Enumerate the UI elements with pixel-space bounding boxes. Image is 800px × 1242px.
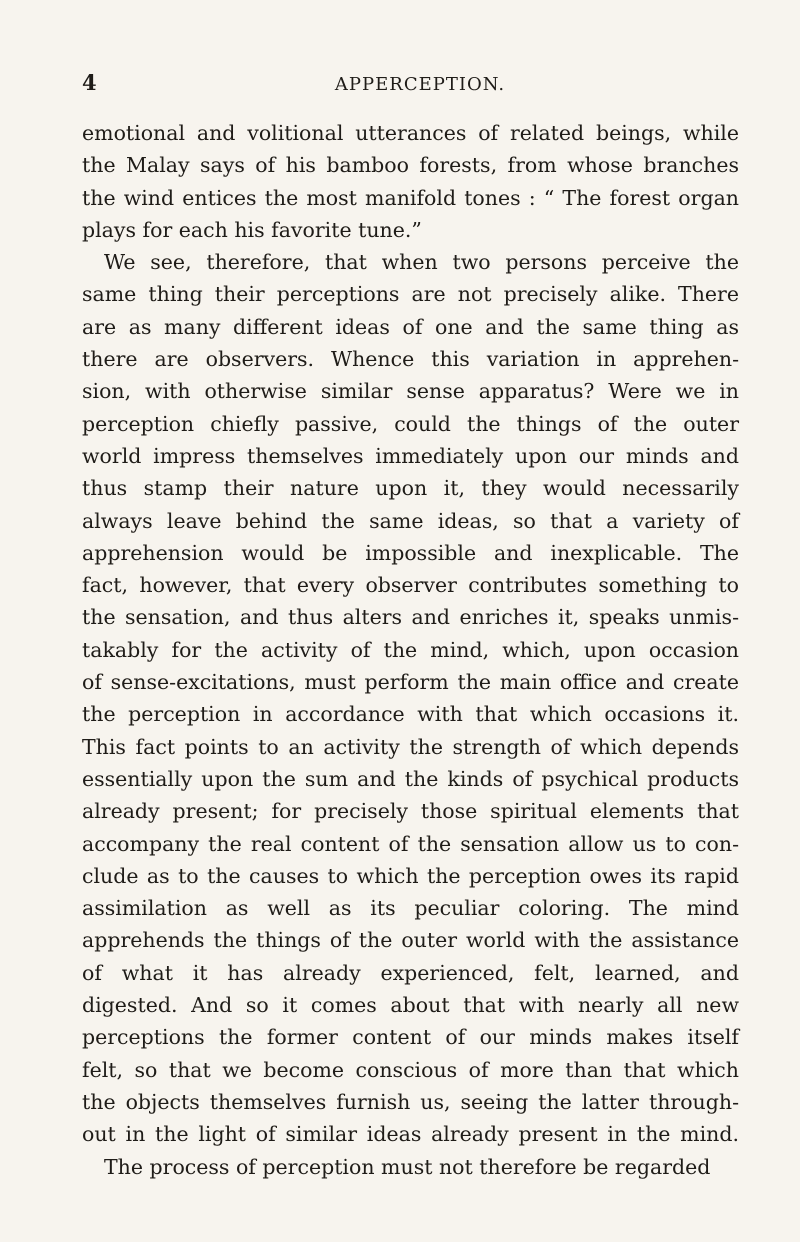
- text-line: assimilation as well as its peculiar coloring. The mind: [82, 896, 739, 921]
- text-line: digested. And so it comes about that with nearly all new: [82, 993, 739, 1018]
- text-line: the wind entices the most manifold tones : “ The forest organ: [82, 185, 739, 210]
- text-line: emotional and volitional utterances of related beings, while: [82, 121, 739, 145]
- text-line: fact, however, that every observer contributes something to: [82, 573, 739, 598]
- text-line: there are observers. Whence this variation in apprehen-: [82, 347, 739, 372]
- page-number: 4: [82, 70, 97, 95]
- paragraph-start-line: We see, therefore, that when two persons perceive the: [104, 250, 739, 275]
- text-line: essentially upon the sum and the kinds of psychical products: [82, 766, 739, 791]
- body-text: [82, 117, 739, 1183]
- text-line: thus stamp their nature upon it, they would necessarily: [82, 476, 739, 501]
- text-line: perception chiefly passive, could the things of the outer: [82, 411, 739, 436]
- text-line: of what it has already experienced, felt, learned, and: [82, 960, 739, 985]
- text-line: always leave behind the same ideas, so that a variety of: [82, 508, 739, 533]
- text-line: the perception in accordance with that which occasions it.: [82, 702, 739, 727]
- text-line: takably for the activity of the mind, which, upon occasion: [82, 637, 739, 662]
- text-line: clude as to the causes to which the perception owes its rapid: [82, 863, 739, 888]
- text-line: are as many different ideas of one and the same thing as: [82, 314, 739, 339]
- text-line: out in the light of similar ideas already present in the mind.: [82, 1122, 739, 1147]
- text-line: of sense-excitations, must perform the main office and create: [82, 670, 739, 695]
- text-line: world impress themselves immediately upon our minds and: [82, 443, 739, 468]
- text-line: apprehends the things of the outer world with the assistance: [82, 928, 739, 953]
- text-line: sion, with otherwise similar sense apparatus? Were we in: [82, 379, 739, 404]
- text-line: same thing their perceptions are not precisely alike. There: [82, 282, 739, 307]
- text-line: This fact points to an activity the strength of which depends: [82, 734, 739, 759]
- text-line: accompany the real content of the sensation allow us to con-: [82, 831, 739, 856]
- text-line: felt, so that we become conscious of more than that which: [82, 1057, 739, 1082]
- text-line: perceptions the former content of our minds makes itself: [82, 1025, 739, 1050]
- text-line: the sensation, and thus alters and enriches it, speaks unmis-: [82, 605, 739, 630]
- running-title: APPERCEPTION.: [334, 74, 506, 95]
- text-line: the objects themselves furnish us, seeing the latter through-: [82, 1089, 739, 1114]
- text-line: already present; for precisely those spiritual elements that: [82, 799, 739, 824]
- text-line: the Malay says of his bamboo forests, from whose branches: [82, 153, 739, 178]
- paragraph-start-line: The process of perception must not therefore be regarded: [104, 1154, 711, 1179]
- text-line: apprehension would be impossible and inexplicable. The: [82, 540, 739, 565]
- text-line: plays for each his favorite tune.”: [82, 217, 422, 242]
